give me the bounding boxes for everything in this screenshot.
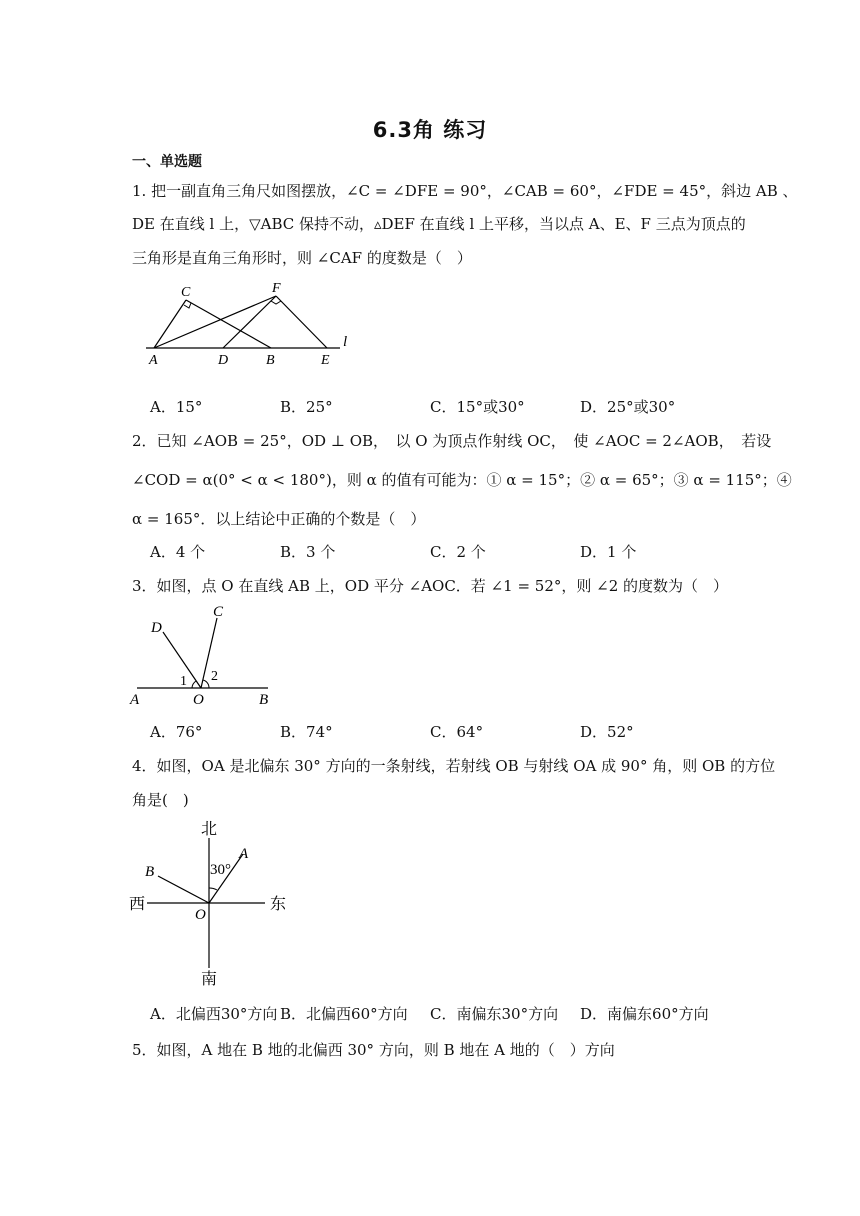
q1-label-f: F — [272, 281, 281, 296]
q4-option-d[interactable]: D．南偏东60°方向 — [580, 1005, 709, 1023]
q1-label-c: C — [181, 285, 191, 300]
q2-option-a[interactable]: A．4 个 — [150, 543, 206, 561]
q3-label-2: 2 — [211, 669, 218, 684]
q2-line3: α = 165°．以上结论中正确的个数是（ ） — [132, 510, 426, 528]
q3-label-d: D — [151, 620, 162, 636]
q2-option-d[interactable]: D．1 个 — [580, 543, 637, 561]
q4-line1: 4．如图，OA 是北偏东 30° 方向的一条射线，若射线 OB 与射线 OA 成 90° 角，则 OB 的方位 — [132, 757, 776, 775]
q1-line1: 1. 把一副直角三角尺如图摆放，∠C = ∠DFE = 90°，∠CAB = 60°，∠FDE = 45°，斜边 AB 、 — [132, 182, 798, 200]
q4-option-c[interactable]: C．南偏东30°方向 — [430, 1005, 559, 1023]
q2-line1: 2．已知 ∠AOB = 25°，OD ⊥ OB， 以 O 为顶点作射线 OC， 使 ∠AOC = 2∠AOB， 若设 — [132, 432, 772, 450]
q1-label-l: l — [343, 334, 348, 350]
q4-label-west: 西 — [129, 896, 146, 913]
section-heading: 一、单选题 — [132, 154, 202, 170]
q3-option-a[interactable]: A．76° — [150, 723, 203, 741]
q4-label-b: B — [145, 864, 155, 880]
q5-line1: 5．如图，A 地在 B 地的北偏西 30° 方向，则 B 地在 A 地的（ ）方向 — [132, 1041, 615, 1059]
q1-label-e: E — [321, 353, 330, 368]
q3-label-b: B — [259, 692, 269, 708]
q4-option-a[interactable]: A．北偏西30°方向 — [150, 1005, 278, 1023]
q1-option-c[interactable]: C．15°或30° — [430, 398, 525, 416]
q4-line2: 角是( ) — [132, 791, 189, 809]
q4-label-north: 北 — [201, 821, 218, 838]
q4-option-b[interactable]: B．北偏西60°方向 — [280, 1005, 408, 1023]
q3-label-c: C — [213, 604, 224, 620]
q3-label-a: A — [130, 692, 140, 708]
q1-option-d[interactable]: D．25°或30° — [580, 398, 676, 416]
q3-label-1: 1 — [180, 674, 187, 689]
q4-label-south: 南 — [201, 971, 218, 988]
q4-label-angle: 30° — [210, 862, 231, 878]
q3-option-c[interactable]: C．64° — [430, 723, 484, 741]
q1-label-a: A — [149, 353, 158, 368]
q3-option-b[interactable]: B．74° — [280, 723, 333, 741]
q4-label-east: 东 — [270, 896, 287, 913]
q1-label-d: D — [218, 353, 229, 368]
page-title: 6.3角 练习 — [372, 118, 488, 142]
q1-option-a[interactable]: A．15° — [150, 398, 203, 416]
q1-label-b: B — [266, 353, 275, 368]
q3-option-d[interactable]: D．52° — [580, 723, 634, 741]
q3-line1: 3．如图，点 O 在直线 AB 上，OD 平分 ∠AOC．若 ∠1 = 52°，则 ∠2 的度数为（ ） — [132, 577, 729, 595]
q1-line3: 三角形是直角三角形时，则 ∠CAF 的度数是（ ） — [132, 249, 472, 267]
q4-label-o: O — [195, 907, 206, 923]
q3-figure — [125, 600, 285, 708]
q2-line2: ∠COD = α(0° < α < 180°)，则 α 的值有可能为：① α = 15°；② α = 65°；③ α = 115°；④ — [132, 471, 792, 489]
q4-label-a: A — [239, 846, 249, 862]
q1-line2: DE 在直线 l 上，▽ABC 保持不动，▵DEF 在直线 l 上平移，当以点 A、E、F 三点为顶点的 — [132, 215, 746, 233]
q1-figure — [140, 278, 360, 368]
q4-figure — [125, 818, 295, 990]
q1-option-b[interactable]: B．25° — [280, 398, 333, 416]
q2-option-b[interactable]: B．3 个 — [280, 543, 336, 561]
q2-option-c[interactable]: C．2 个 — [430, 543, 486, 561]
q3-label-o: O — [193, 692, 204, 708]
